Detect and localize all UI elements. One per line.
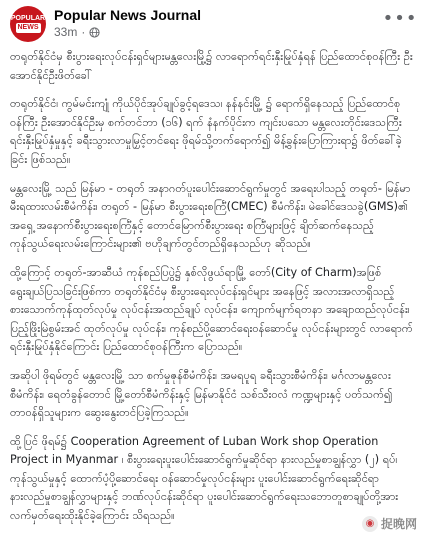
page-avatar[interactable]: [10, 6, 46, 42]
avatar-text-line2: NEWS: [17, 24, 39, 31]
watermark-text: 捉晚网: [380, 517, 417, 531]
watermark: [362, 515, 417, 532]
post-timestamp[interactable]: 33m: [54, 25, 78, 39]
post-body: [0, 44, 423, 526]
post-paragraph-6: ထို့ပြင် ဖိုရမ်၌ Cooperation Agreement of Luban Work shop Operation Project in Myanmar ၊ စီးပွားရေးပူးပေါင်းဆောင်ရွက်မှုဆိုင်ရာ နားလည်မှုစာချွန်လွှာ (၂) ရပ်၊ ကုန်သွယ်မှုနှင့် ထောက်ပံ့ပို့ဆောင်ရေး ဝန်ဆောင်မှုလုပ်ငန်းများ ပူးပေါင်းဆောင်ရွက်ရေးဆိုင်ရာ နားလည်မှုစာချွန်လွှာများနှင့် ဘဏ်လုပ်ငန်းဆိုင်ရာ ပူးပေါင်းဆောင်ရွက်ရေးသဘောတူစာချုပ်တို့အား လက်မှတ်ရေးထိုးနိုင်ခဲ့ကြောင်း သိရသည်။: [10, 434, 399, 523]
more-options-icon[interactable]: •••: [382, 7, 418, 29]
post-paragraph-5: အဆိုပါ ဖိုရမ်တွင် မန္တလေးမြို့ သာ စက်မှုဇုန်စီမံကိန်း၊ အမရပူရ ခရီးသွားစီမံကိန်း၊ မင်္ဂလာမန္တလေး စီမံကိန်း၊ ရေတံခွန်တောင် မြို့တော်စီမံကိန်းနှင့် မြန်မာနိုင်ငံ သစ်သီးဝလံ ကဏ္ဍများနှင့် ပတ်သက်၍ တာဝန်ရှိသူများက ဆွေးနွေးတင်ပြခဲ့ကြသည်။: [10, 368, 393, 420]
post-time-row: 33m ·: [54, 24, 387, 40]
post-paragraph-2: တရုတ်နိုင်ငံ၊ ကွမ်မင်းကျုံ ကိုယ်ပိုင်အုပ်ချုပ်ခွင့်ရဒေသ၊ နန်နင်းမြို့ ၌ ရောက်ရှိနေသည့် ပြည်ထောင်စုဝန်ကြီး ဦးအောင်နိုင်ဦးမှ စက်တင်ဘာ (၁၆) ရက် နံနက်ပိုင်းက ကျင်းပသော မန္တလေးတိုင်းဒေသကြီး ရင်းနှီးမြုပ်နှံမှုနှင့် ခရီးသွားလာမှုမြှင့်တင်ရေး ဖိုရမ်သို့တက်ရောက်၍ မိန့်ခွန်းပြောကြားရာ၌ ဖိတ်ခေါ်ခဲ့ခြင်း ဖြစ်သည်။: [10, 97, 402, 166]
page-name-link[interactable]: Popular News Journal: [54, 7, 202, 23]
globe-icon: [89, 27, 100, 38]
watermark-logo-icon: ◉: [362, 516, 378, 532]
post-paragraph-3: မန္တလေးမြို့ သည် မြန်မာ - တရုတ် အနာဂတ်ပူးပေါင်းဆောင်ရွက်မှုတွင် အရေးပါသည့် တရုတ်- မြန်မာ မီးရထားလမ်းစီမံကိန်း၊ တရုတ် - မြန်မာ စီးပွားရေးစင်္ကြံ(CMEC) စီမံကိန်း၊ မဲခေါင်ဒေသခွဲ(GMS)၏ အရှေ့ အနောက်စီးပွားရေးစင်္ကြံနှင့် တောင်မြောက်စီးပွားရေး စင်္ကြံများဖြင့် ချိတ်ဆက်နေသည့် ကုန်သွယ်ရေးလမ်းကြောင်းများ၏ ဗဟိုချက်တွင်တည်ရှိနေသည်ဟု ဆိုသည်။: [10, 181, 411, 251]
post-meta: [54, 6, 387, 40]
post-header: [0, 0, 423, 44]
avatar-text-line1: POPULAR: [10, 15, 46, 22]
post-paragraph-1: တရုတ်နိုင်ငံမှ စီးပွားရေးလုပ်ငန်းရှင်များမန္တလေးမြို့၌ လာရောက်ရင်းနှီးမြုပ်နှံရန် ပြည်ထောင်စုဝန်ကြီး ဦးအောင်နိုင်ဦးဖိတ်ခေါ်: [10, 50, 413, 82]
post-paragraph-4: ထို့ကြောင့် တရုတ်-အာဆီယံ ကုန်စည်ပြပွဲ၌ နှစ်လိုဖွယ်ရာမြို့ တော်(City of Charm)အဖြစ် ရွေးချယ်ပြသခြင်းဖြစ်ကာ တရုတ်နိုင်ငံမှ စီးပွားရေးလုပ်ငန်းရှင်များ အနေဖြင့် အလားအလာရှိသည့် စားသောက်ကုန်ထုတ်လုပ်မှု လုပ်ငန်းအထည်ချုပ် လုပ်ငန်း၊ ကျောက်မျက်ရတနာ အချောထည်လုပ်ငန်း၊ ပြည့်ဖြိုးမြဲစွမ်းအင် ထုတ်လုပ်မှု လုပ်ငန်း၊ ကုန်စည်ပို့ဆောင်ရေးဝန်ဆောင်မှု လုပ်ငန်းများတွင် လာရောက်ရင်းနှီးမြုပ်နှံနိုင်ကြောင်း ပြည်ထောင်စုဝန်ကြီးက ပြောသည်။: [10, 265, 413, 354]
